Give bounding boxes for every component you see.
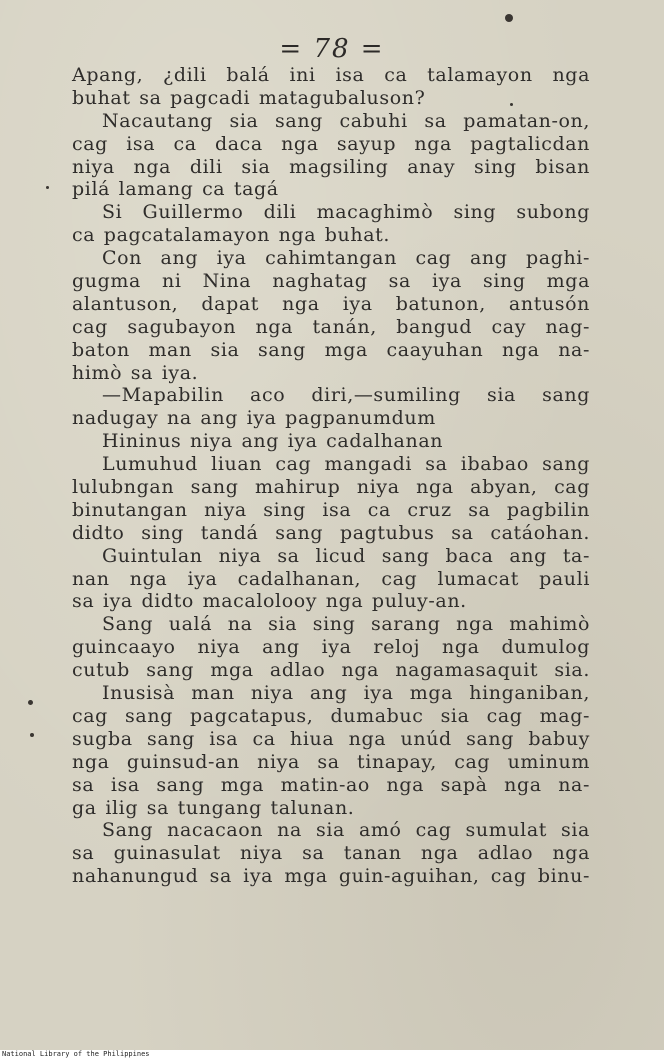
text-line: sa isa sang mga matin-ao nga sapà nga na- — [72, 773, 590, 796]
text-line: cag isa ca daca nga sayup nga pagtalicdan — [72, 132, 590, 155]
text-line: gugma ni Nina naghatag sa iya sing mga — [72, 270, 590, 293]
text-line: ga ilig sa tungang talunan. — [72, 796, 355, 819]
text-line: niya nga dili sia magsiling anay sing bisan — [72, 155, 590, 178]
text-line: cag sang pagcatapus, dumabuc sia cag mag- — [72, 704, 590, 727]
text-line: sa guinasulat niya sa tanan nga adlao nga — [72, 842, 590, 865]
text-line: nahanungud sa iya mga guin-aguihan, cag binu- — [72, 865, 590, 888]
text-line: buhat sa pagcadi matagubaluson? — [72, 86, 426, 109]
text-line: didto sing tandá sang pagtubus sa catáohan. — [72, 521, 590, 544]
text-line: guincaayo niya ang iya reloj nga dumulog — [72, 636, 590, 659]
text-line: lulubngan sang mahirup niya nga abyan, cag — [72, 476, 590, 499]
text-line: binutangan niya sing isa ca cruz sa pagbilin — [72, 498, 590, 521]
text-line: cag sagubayon nga tanán, bangud cay nag- — [72, 315, 590, 338]
body-text — [72, 64, 590, 888]
text-line: alantuson, dapat nga iya batunon, antusón — [72, 292, 590, 315]
text-line: sa iya didto macalolooy nga puluy-an. — [72, 590, 467, 613]
text-line: pilá lamang ca tagá — [72, 178, 279, 201]
text-line: nadugay na ang iya pagpanumdum — [72, 407, 436, 430]
footer-credit: National Library of the Philippines — [2, 1050, 150, 1058]
ink-speck — [46, 186, 49, 189]
ink-speck — [505, 14, 513, 22]
ink-speck — [510, 103, 513, 106]
text-line: baton man sia sang mga caayuhan nga na- — [72, 338, 590, 361]
text-line: sugba sang isa ca hiua nga unúd sang babuy — [72, 727, 590, 750]
page-number: = 78 = — [279, 34, 385, 64]
text-line: nan nga iya cadalhanan, cag lumacat pauli — [72, 567, 590, 590]
text-line: Si Guillermo dili macaghimò sing subong — [102, 201, 590, 224]
footer-bar — [0, 1050, 664, 1058]
text-line: Sang ualá na sia sing sarang nga mahimò — [102, 613, 590, 636]
text-line: Lumuhud liuan cag mangadi sa ibabao sang — [102, 453, 590, 476]
text-line: Hininus niya ang iya cadalhanan — [102, 430, 444, 453]
ink-speck — [30, 733, 34, 737]
text-line: Apang, ¿dili balá ini isa ca talamayon nga — [72, 64, 590, 86]
text-line: —Mapabilin aco diri,—sumiling sia sang — [102, 384, 590, 407]
text-line: cutub sang mga adlao nga nagamasaquit sia. — [72, 659, 590, 682]
text-line: ca pagcatalamayon nga buhat. — [72, 224, 390, 247]
text-line: himò sa iya. — [72, 361, 199, 384]
text-line: Guintulan niya sa licud sang baca ang ta- — [102, 544, 590, 567]
text-line: Inusisà man niya ang iya mga hinganiban, — [102, 682, 590, 705]
text-line: Con ang iya cahimtangan cag ang paghi- — [102, 247, 590, 270]
ink-speck — [28, 700, 33, 705]
text-line: nga guinsud-an niya sa tinapay, cag uminum — [72, 750, 590, 773]
text-line: Sang nacacaon na sia amó cag sumulat sia — [102, 819, 590, 842]
text-line: Nacautang sia sang cabuhi sa pamatan-on, — [102, 109, 590, 132]
